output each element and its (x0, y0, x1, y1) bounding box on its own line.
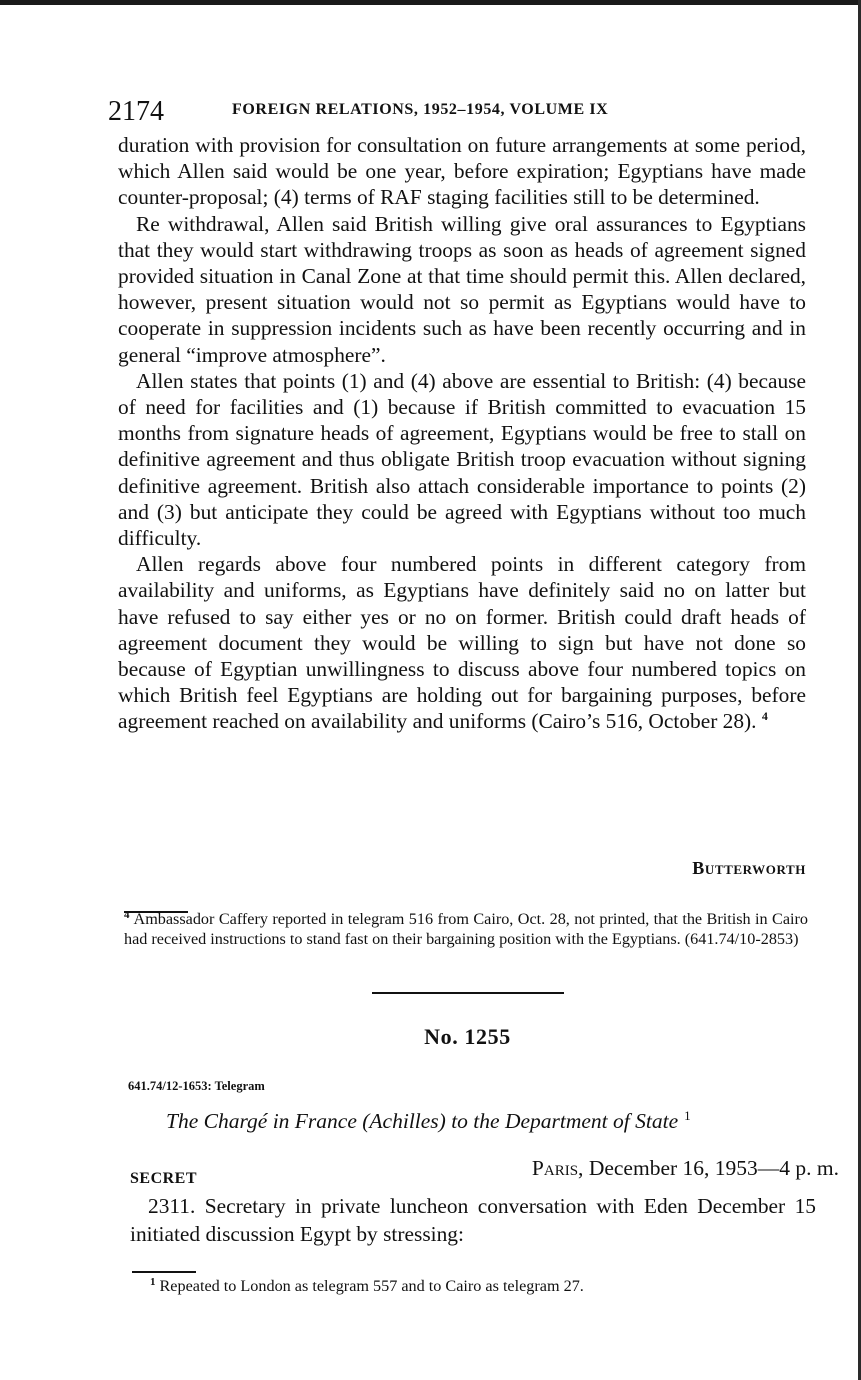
paragraph-numbered-points-text: Allen regards above four numbered points in different category from availability and uniforms, as Egyptians have definitely said no on latter but have refused to say either yes or no on former. British could draft heads of agreement document they would be willing to sign but have not done so because of Egyptian unwillingness to discuss above four numbered topics on which British feel Egyptians are holding out for bargaining purposes, before agreement reached on availability and uniforms (Cairo’s 516, October 28). (118, 552, 806, 734)
file-reference: 641.74/12-1653: Telegram (128, 1079, 265, 1093)
footnote-1 (150, 1277, 834, 1297)
paragraph-withdrawal: Re withdrawal, Allen said British willing give oral assurances to Egyptians that they would start withdrawing troops as soon as heads of agreement signed provided situation in Canal Zone at that time should permit this. Allen declared, however, present situation would not so permit as Egyptians would have to cooperate in suppression incidents such as have been recently occurring and in general “improve atmosphere”. (118, 211, 806, 367)
body-text (118, 132, 806, 735)
paragraph-essential-points: Allen states that points (1) and (4) above are essential to British: (4) because of need for facilities and (1) because if British committed to evacuation 15 months from signature heads of agreement, Egyptians would be free to stall on definitive agreement and thus obligate British troop evacuation without signing definitive agreement. British also attach considerable importance to points (2) and (3) but anticipate they could be agreed with Egyptians without too much difficulty. (118, 368, 806, 551)
page-edge-shadow (0, 0, 861, 5)
footnote-1-marker: 1 (150, 1275, 156, 1288)
telegram-text (130, 1192, 816, 1248)
dateline (532, 1156, 839, 1181)
section-divider (372, 992, 564, 994)
footnote-4 (124, 910, 808, 949)
paragraph-numbered-points (118, 551, 806, 734)
footnote-1-text: Repeated to London as telegram 557 and to Cairo as telegram 27. (159, 1277, 584, 1295)
paragraph-continued: duration with provision for consultation on future arrangements at some period, which Allen said would be one year, before expiration; Egyptians have made counter-proposal; (4) terms of RAF staging facilities still to be determined. (118, 133, 806, 210)
footnote-ref-1[interactable]: 1 (684, 1108, 691, 1123)
document-title (166, 1108, 691, 1134)
page-number: 2174 (108, 96, 164, 127)
classification: SECRET (130, 1170, 198, 1187)
footnote-4-marker: 4 (124, 908, 130, 921)
telegram-paragraph: 2311. Secretary in private luncheon conversation with Eden December 15 initiated discussion Egypt by stressing: (130, 1194, 816, 1246)
document-title-text: The Chargé in France (Achilles) to the Department of State (166, 1109, 679, 1134)
document-number: No. 1255 (424, 1024, 511, 1049)
signature: Butterworth (692, 858, 806, 878)
footnote-rule-2 (132, 1271, 196, 1273)
running-head-title: FOREIGN RELATIONS, 1952–1954, VOLUME IX (232, 101, 609, 118)
footnote-4-text: Ambassador Caffery reported in telegram 516 from Cairo, Oct. 28, not printed, that the British in Cairo had received instructions to stand fast on their bargaining position with the Egyptians. (641.74/10-2853) (124, 910, 808, 948)
footnote-ref-4[interactable]: 4 (761, 709, 768, 724)
dateline-place: Paris, (531, 1156, 584, 1180)
running-head (108, 96, 808, 126)
dateline-date: December 16, 1953—4 p. m. (588, 1156, 839, 1180)
